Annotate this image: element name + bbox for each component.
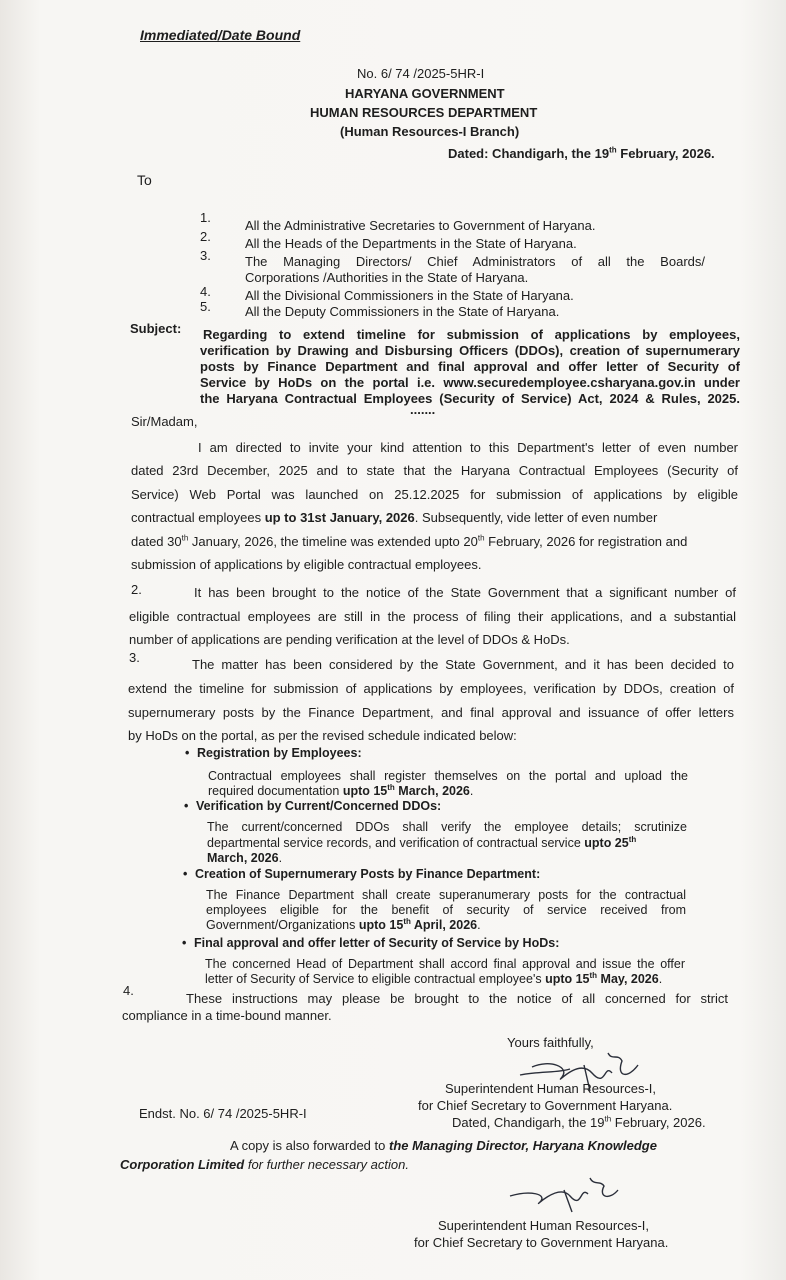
closing: Yours faithfully,	[507, 1035, 594, 1050]
department-name: HUMAN RESOURCES DEPARTMENT	[310, 105, 538, 120]
designation-1: Superintendent Human Resources-I,	[445, 1081, 657, 1096]
schedule-item-title: • Final approval and offer letter of Security of Service by HoDs:	[194, 936, 559, 950]
recipient-num: 3.	[200, 248, 211, 263]
recipient-num: 2.	[200, 229, 211, 244]
recipient-text: All the Heads of the Departments in the State of Haryana.	[245, 236, 577, 251]
recipient-num: 1.	[200, 210, 211, 225]
recipient-num: 4.	[200, 284, 211, 299]
priority-label: Immediated/Date Bound	[140, 27, 301, 43]
branch-name: (Human Resources-I Branch)	[340, 124, 520, 139]
signature-2	[500, 1168, 630, 1218]
letter-page: Immediated/Date Bound No. 6/ 74 /2025-5HR-I HARYANA GOVERNMENT HUMAN RESOURCES DEPARTMENT (Human Resources-I Branch) Dated: Chandigarh, the 19th February, 2026. To 1. All the Administrative Secretaries to Government of Haryana. 2. All the Heads of the Departments in the State of Haryana. 3. The Managing Directors/ Chief Administrators of all the Boards/ Corporations /Authorities in the State of Haryana. 4. All the Divisional Commissioners in the State of Haryana. 5. All the Deputy Commissioners in the State of Haryana. Subject: Regarding to extend timeline for submission of applications by employees, verification by Drawing and Disbursing Officers (DDOs), creation of supernumerary posts by Finance Department and final approval and offer letter of Security of Service by HoDs on the portal i.e. www.securedemployee.csharyana.gov.in under the Haryana Contractual Employees (Security of Service) Act, 2024 & Rules, 2025. ....... Sir/Madam, I am directed to invite your kind attention to this Department's letter of even number dated 23rd December, 2025 and to state that the Haryana Contractual Employees (Security of Service) Web Portal was launched on 25.12.2025 for submission of applications by eligible contractual employees up to 31st January, 2026. Subsequently, vide letter of even number dated 30th January, 2026, the timeline was extended upto 20th February, 2026 for registration and submission of applications by eligible contractual employees. 2. It has been brought to the notice of the State Government that a significant number of eligible contractual employees are still in the process of filing their applications, and a substantial number of applications are pending verification at the level of DDOs & HoDs. 3. The matter has been considered by the State Government, and it has been decided to extend the timeline for submission of applications by employees, verification by DDOs, creation of supernumerary posts by the Finance Department, and final approval and issuance of offer letters by HoDs on the portal, as per the revised schedule indicated below: • Registration by Employees: Contractual employees shall register themselves on the portal and upload the required documentation upto 15th March, 2026. • Verification by Current/Concerned DDOs: The current/concerned DDOs shall verify the employee details; scrutinize departmental service records, and verification of contractual service upto 25th March, 2026. • Creation of Supernumerary Posts by Finance Department: The Finance Department shall create superanumerary posts for the contractual employees eligible for the benefit of security of service received from Government/Organizations upto 15th April, 2026. • Final approval and offer letter of Security of Service by HoDs: The concerned Head of Department shall accord final approval and issue the offer letter of Security of Service to eligible contractual employee's upto 15th May, 2026. 4. These instructions may please be brought to the notice of all concerned for strict compliance in a time-bound manner. Yours faithfully, Superintendent Human Resources-I, for Chief Secretary to Government Haryana. Endst. No. 6/ 74 /2025-5HR-I Dated, Chandigarh, the 19th February, 2026. A copy is also forwarded to the Managing Director, Haryana Knowledge Corporation Limited for further necessary action. Superintendent Human Resources-I, for Chief Secretary to Government Haryana.	[0, 0, 786, 1280]
copy-line-2: Corporation Limited for further necessary action.	[120, 1157, 409, 1172]
letter-number: No. 6/ 74 /2025-5HR-I	[357, 66, 485, 81]
endorsement-number: Endst. No. 6/ 74 /2025-5HR-I	[139, 1106, 307, 1121]
government-name: HARYANA GOVERNMENT	[345, 86, 505, 101]
for-line-1: for Chief Secretary to Government Haryana.	[418, 1098, 673, 1113]
recipient-text: All the Deputy Commissioners in the State of Haryana.	[245, 304, 560, 319]
for-line-2: for Chief Secretary to Government Haryana.	[414, 1235, 669, 1250]
subject-label: Subject:	[130, 321, 182, 336]
letter-date: Dated: Chandigarh, the 19th February, 2026.	[448, 145, 715, 161]
recipient-text: All the Administrative Secretaries to Government of Haryana.	[245, 218, 596, 233]
endorsement-date: Dated, Chandigarh, the 19th February, 2026.	[452, 1114, 706, 1130]
recipient-text-cont: Corporations /Authorities in the State of Haryana.	[245, 270, 529, 285]
recipient-text: The Managing Directors/ Chief Administrators of all the Boards/	[245, 254, 705, 269]
salutation: Sir/Madam,	[131, 414, 198, 429]
copy-line-1: A copy is also forwarded to the Managing Director, Haryana Knowledge	[230, 1138, 657, 1153]
designation-2: Superintendent Human Resources-I,	[438, 1218, 650, 1233]
schedule-item-title: • Registration by Employees:	[197, 746, 362, 760]
recipient-num: 5.	[200, 299, 211, 314]
recipient-text: All the Divisional Commissioners in the State of Haryana.	[245, 288, 574, 303]
to-label: To	[137, 172, 152, 188]
schedule-item-title: • Creation of Supernumerary Posts by Finance Department:	[195, 867, 540, 881]
schedule-item-title: • Verification by Current/Concerned DDOs:	[196, 799, 441, 813]
